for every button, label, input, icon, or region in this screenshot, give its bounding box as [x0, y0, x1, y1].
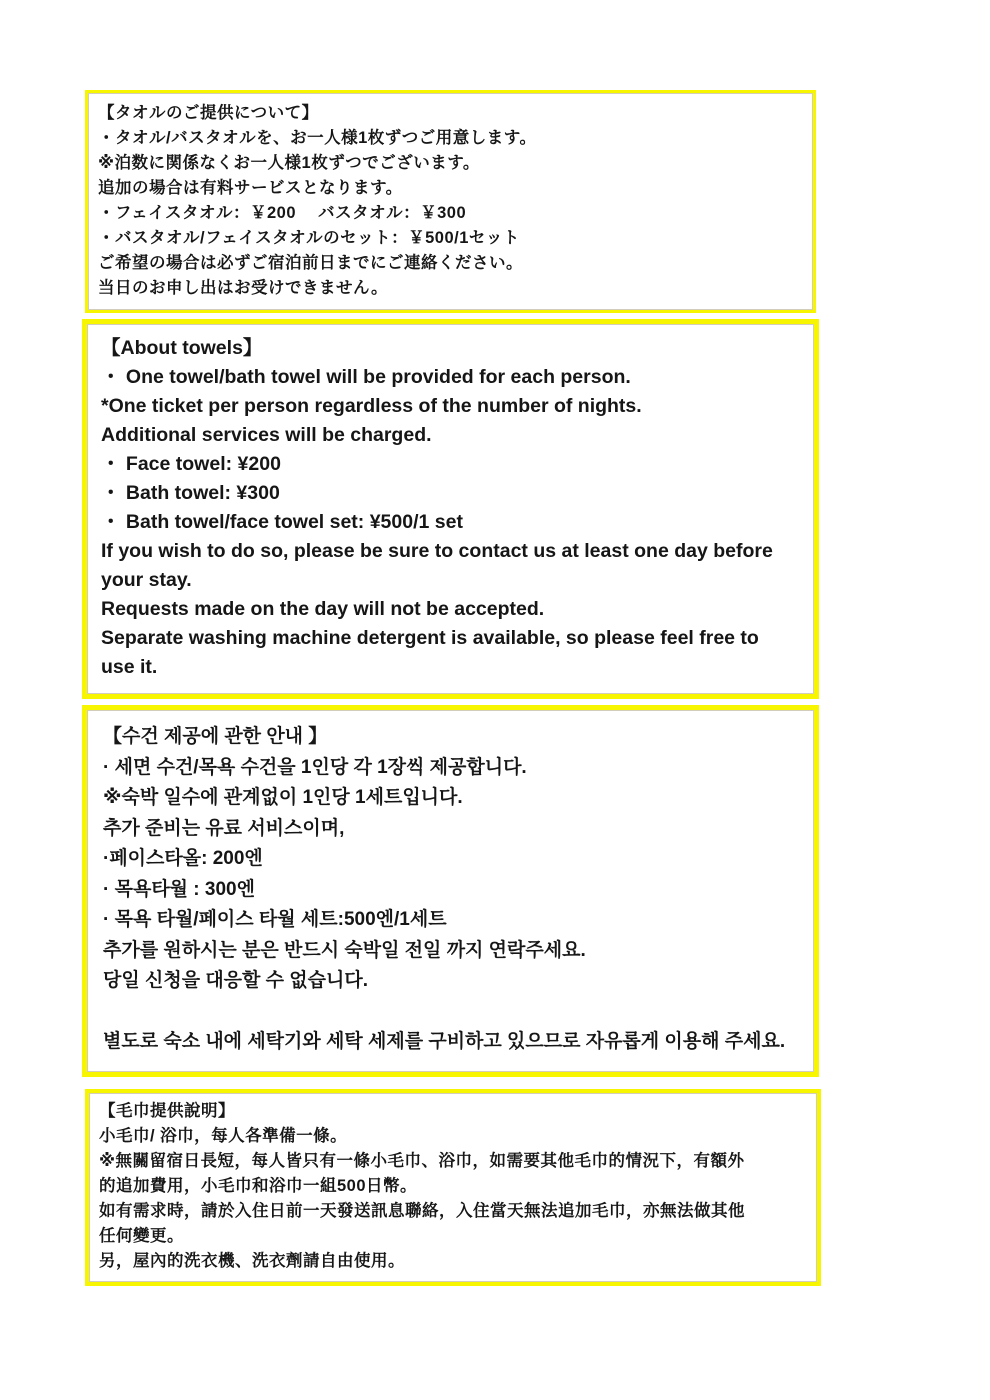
- text-line: 小毛巾/ 浴巾，每人各準備一條。: [99, 1127, 348, 1145]
- text-line: 별도로 숙소 내에 세탁기와 세탁 세제를 구비하고 있으므로 자유롭게 이용해 주세요.: [103, 1031, 786, 1052]
- text-line: ※泊数に関係なくお一人様1枚ずつでございます。: [98, 154, 480, 172]
- text-line: 【About towels】: [101, 337, 263, 359]
- text-line: 任何變更。: [99, 1227, 184, 1245]
- text-line: [103, 997, 798, 1028]
- notice-box-english: [82, 319, 819, 699]
- text-line: ・ Bath towel: ¥300: [101, 482, 280, 504]
- text-line: · 목욕 타월/페이스 타월 세트:500엔/1세트: [103, 909, 447, 930]
- text-line: ご希望の場合は必ずご宿泊前日までにご連絡ください。: [98, 254, 523, 272]
- notice-box-korean: [82, 705, 819, 1077]
- text-line: ※無關留宿日長短，每人皆只有一條小毛巾、浴巾，如需要其他毛巾的情況下，有額外: [99, 1152, 745, 1170]
- text-line: 【수건 제공에 관한 안내 】: [103, 726, 328, 747]
- text-line: Additional services will be charged.: [101, 424, 432, 446]
- text-line: ・バスタオル/フェイスタオルのセット：￥500/1セット: [98, 229, 520, 247]
- text-line: 당일 신청을 대응할 수 없습니다.: [103, 970, 368, 991]
- text-line: ・タオル/バスタオルを、お一人様1枚ずつご用意します。: [98, 129, 537, 147]
- text-line: 的追加費用，小毛巾和浴巾一組500日幣。: [99, 1177, 418, 1195]
- text-line: ・ Bath towel/face towel set: ¥500/1 set: [101, 511, 463, 533]
- text-line: Separate washing machine detergent is available, so please feel free to: [101, 627, 759, 649]
- text-line: ・フェイスタオル：￥200 バスタオル：￥300: [98, 204, 467, 222]
- text-line: 【タオルのご提供について】: [98, 104, 319, 122]
- text-line: *One ticket per person regardless of the number of nights.: [101, 395, 642, 417]
- text-line: your stay.: [101, 569, 192, 591]
- text-line: 추가를 원하시는 분은 반드시 숙박일 전일 까지 연락주세요.: [103, 939, 586, 961]
- notice-box-japanese: [85, 90, 816, 313]
- text-line: 추가 준비는 유료 서비스이며,: [103, 817, 345, 839]
- text-line: 当日のお申し出はお受けできません。: [98, 279, 388, 297]
- text-line: ・ One towel/bath towel will be provided for each person.: [101, 366, 631, 388]
- text-line: ·페이스타올: 200엔: [103, 848, 263, 869]
- text-line: 追加の場合は有料サービスとなります。: [98, 179, 403, 197]
- text-line: · 세면 수건/목욕 수건을 1인당 각 1장씩 제공합니다.: [103, 756, 527, 778]
- text-line: 如有需求時，請於入住日前一天發送訊息聯絡，入住當天無法追加毛巾，亦無法做其他: [99, 1202, 745, 1220]
- text-line: · 목욕타월 : 300엔: [103, 878, 255, 900]
- text-line: Requests made on the day will not be accepted.: [101, 598, 545, 620]
- text-line: 另，屋內的洗衣機、洗衣劑請自由使用。: [99, 1252, 405, 1270]
- text-line: ※숙박 일수에 관계없이 1인당 1세트입니다.: [103, 787, 463, 808]
- text-line: ・ Face towel: ¥200: [101, 453, 281, 475]
- text-line: use it.: [101, 656, 158, 678]
- notice-box-chinese: [85, 1089, 821, 1286]
- text-line: 【毛巾提供說明】: [99, 1102, 235, 1120]
- text-line: If you wish to do so, please be sure to contact us at least one day before: [101, 540, 773, 562]
